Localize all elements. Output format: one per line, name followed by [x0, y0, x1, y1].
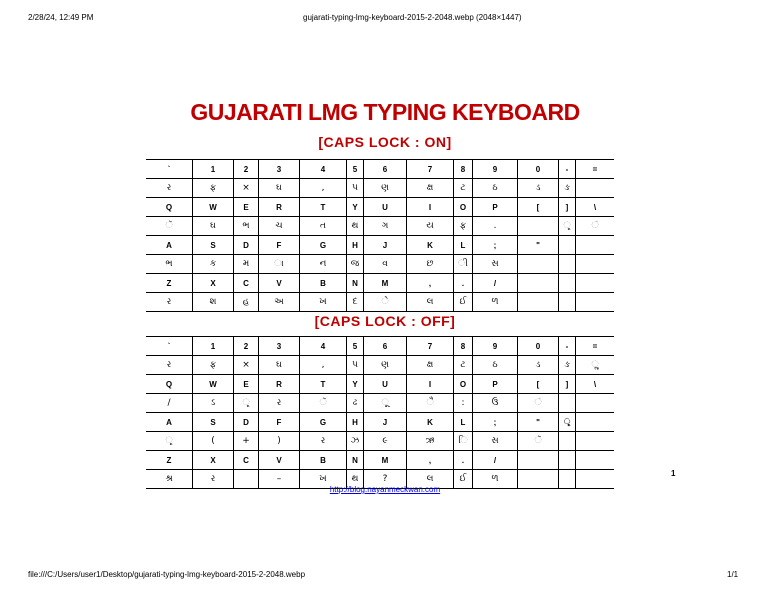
keyboard-cell: G: [300, 236, 347, 255]
keyboard-cell: 3: [259, 160, 300, 179]
keyboard-cell: [576, 293, 615, 312]
keyboard-cell: ૂ: [364, 394, 407, 413]
keyboard-cell: ૃ: [234, 394, 259, 413]
keyboard-cell: પ: [347, 356, 364, 375]
keyboard-cell: ઢ: [347, 394, 364, 413]
keyboard-cell: .: [454, 274, 473, 293]
caps-lock-on-heading: [CAPS LOCK : ON]: [318, 134, 452, 150]
keyboard-cell: ": [518, 413, 559, 432]
keyboard-cell: ૃ: [559, 217, 576, 236]
keyboard-cell: X: [193, 451, 234, 470]
keyboard-cell: ઘ: [259, 179, 300, 198]
keyboard-cell: /: [146, 394, 193, 413]
keyboard-cell: ૃ: [559, 413, 576, 432]
keyboard-cell: ન: [300, 255, 347, 274]
keyboard-cell: L: [454, 413, 473, 432]
keyboard-cell: /: [473, 274, 518, 293]
keyboard-cell: ળ: [473, 293, 518, 312]
keyboard-cell: K: [407, 236, 454, 255]
keyboard-cell: ર: [146, 356, 193, 375]
keyboard-cell: ): [259, 432, 300, 451]
keyboard-cell: 1: [193, 337, 234, 356]
keyboard-cell: ઙ: [559, 179, 576, 198]
keyboard-cell: [576, 394, 615, 413]
keyboard-cell: [559, 255, 576, 274]
keyboard-cell: A: [146, 236, 193, 255]
keyboard-row: [146, 394, 614, 413]
keyboard-cell: [559, 451, 576, 470]
keyboard-cell: =: [576, 337, 615, 356]
keyboard-cell: `: [146, 337, 193, 356]
keyboard-cell: N: [347, 451, 364, 470]
keyboard-cell: ર: [193, 470, 234, 489]
keyboard-cell: X: [193, 274, 234, 293]
keyboard-cell: [576, 432, 615, 451]
keyboard-cell: V: [259, 451, 300, 470]
keyboard-cell: ,: [407, 274, 454, 293]
keyboard-cell: ?: [364, 470, 407, 489]
keyboard-row: [146, 356, 614, 375]
keyboard-cell: \: [576, 198, 615, 217]
keyboard-cell: દ: [347, 293, 364, 312]
keyboard-cell: T: [300, 198, 347, 217]
keyboard-cell: ×: [234, 179, 259, 198]
keyboard-cell: 2: [234, 160, 259, 179]
keyboard-cell: ૢ: [576, 356, 615, 375]
keyboard-cell: [576, 274, 615, 293]
keyboard-cell: જ: [347, 255, 364, 274]
keyboard-cell: ઘ: [259, 356, 300, 375]
keyboard-cell: થ: [347, 217, 364, 236]
keyboard-cell: [559, 274, 576, 293]
keyboard-cell: P: [473, 198, 518, 217]
keyboard-cell: A: [146, 413, 193, 432]
keyboard-cell: ણ: [364, 179, 407, 198]
keyboard-cell: ફ: [454, 217, 473, 236]
keyboard-cell: સ: [473, 255, 518, 274]
keyboard-cell: D: [234, 413, 259, 432]
keyboard-cell: 6: [364, 337, 407, 356]
keyboard-cell: ,: [300, 179, 347, 198]
keyboard-cell: ર: [259, 394, 300, 413]
keyboard-cell: ;: [473, 236, 518, 255]
keyboard-row: [146, 160, 614, 179]
keyboard-cell: [518, 293, 559, 312]
keyboard-cell: હ: [234, 293, 259, 312]
keyboard-cell: C: [234, 274, 259, 293]
keyboard-cell: \: [576, 375, 615, 394]
keyboard-cell: 4: [300, 160, 347, 179]
keyboard-cell: [518, 217, 559, 236]
keyboard-cell: T: [300, 375, 347, 394]
keyboard-cell: ફ: [193, 356, 234, 375]
keyboard-cell: (: [193, 432, 234, 451]
keyboard-cell: વ: [364, 255, 407, 274]
keyboard-row: [146, 236, 614, 255]
keyboard-cell: B: [300, 274, 347, 293]
keyboard-cell: [559, 236, 576, 255]
keyboard-cell: ણ: [364, 356, 407, 375]
keyboard-cell: 5: [347, 337, 364, 356]
keyboard-cell: O: [454, 198, 473, 217]
keyboard-cell: ટ: [454, 356, 473, 375]
keyboard-cell: 0: [518, 160, 559, 179]
caps-lock-off-heading: [CAPS LOCK : OFF]: [314, 313, 456, 329]
keyboard-cell: H: [347, 236, 364, 255]
page-number: 1: [671, 469, 676, 478]
keyboard-cell: Q: [146, 375, 193, 394]
keyboard-cell: W: [193, 198, 234, 217]
print-file-path: file:///C:/Users/user1/Desktop/gujarati-typing-lmg-keyboard-2015-2-2048.webp: [28, 570, 306, 579]
keyboard-cell: N: [347, 274, 364, 293]
keyboard-cell: F: [259, 236, 300, 255]
keyboard-cell: [576, 255, 615, 274]
keyboard-cell: [559, 293, 576, 312]
keyboard-cell: P: [473, 375, 518, 394]
keyboard-cell: લ: [407, 470, 454, 489]
keyboard-cell: Y: [347, 375, 364, 394]
keyboard-cell: ઝ: [347, 432, 364, 451]
keyboard-cell: ક્ષ: [407, 179, 454, 198]
keyboard-cell: V: [259, 274, 300, 293]
caps-lock-on-keyboard-table: [146, 159, 614, 312]
keyboard-row: [146, 337, 614, 356]
keyboard-cell: ડ: [518, 179, 559, 198]
keyboard-cell: ઈ: [454, 470, 473, 489]
keyboard-cell: =: [576, 160, 615, 179]
keyboard-cell: ગ: [364, 217, 407, 236]
keyboard-row: [146, 432, 614, 451]
keyboard-cell: ર: [300, 432, 347, 451]
keyboard-cell: R: [259, 375, 300, 394]
keyboard-cell: થ: [347, 470, 364, 489]
keyboard-cell: 9: [473, 337, 518, 356]
keyboard-cell: ભ: [146, 255, 193, 274]
keyboard-cell: Z: [146, 274, 193, 293]
keyboard-cell: ;: [473, 413, 518, 432]
keyboard-cell: િ: [454, 432, 473, 451]
keyboard-cell: U: [364, 198, 407, 217]
keyboard-cell: ": [518, 236, 559, 255]
keyboard-cell: સ: [473, 432, 518, 451]
keyboard-cell: ૯: [364, 432, 407, 451]
keyboard-cell: શ: [193, 293, 234, 312]
caps-lock-off-keyboard-table: [146, 336, 614, 489]
keyboard-cell: I: [407, 375, 454, 394]
keyboard-cell: [576, 179, 615, 198]
keyboard-cell: 7: [407, 337, 454, 356]
print-datetime: 2/28/24, 12:49 PM: [28, 13, 94, 22]
keyboard-cell: ×: [234, 356, 259, 375]
keyboard-cell: [: [518, 198, 559, 217]
keyboard-cell: ઘ: [193, 217, 234, 236]
keyboard-row: [146, 198, 614, 217]
keyboard-cell: B: [300, 451, 347, 470]
keyboard-cell: 6: [364, 160, 407, 179]
keyboard-cell: છ: [407, 255, 454, 274]
keyboard-cell: શ્ર: [146, 470, 193, 489]
keyboard-cell: C: [234, 451, 259, 470]
keyboard-cell: ફ: [193, 179, 234, 198]
print-page-count: 1/1: [727, 570, 739, 579]
keyboard-cell: J: [364, 236, 407, 255]
keyboard-row: [146, 451, 614, 470]
keyboard-cell: ય: [407, 217, 454, 236]
keyboard-cell: +: [234, 432, 259, 451]
keyboard-cell: અ: [259, 293, 300, 312]
keyboard-cell: 1: [193, 160, 234, 179]
keyboard-cell: [576, 236, 615, 255]
keyboard-cell: ૅ: [146, 217, 193, 236]
keyboard-row: [146, 179, 614, 198]
keyboard-cell: ક્ષ: [407, 356, 454, 375]
keyboard-cell: .: [454, 451, 473, 470]
keyboard-cell: M: [364, 274, 407, 293]
keyboard-cell: I: [407, 198, 454, 217]
keyboard-cell: 5: [347, 160, 364, 179]
keyboard-row: [146, 375, 614, 394]
keyboard-cell: [518, 255, 559, 274]
keyboard-cell: G: [300, 413, 347, 432]
keyboard-cell: ર: [146, 293, 193, 312]
keyboard-cell: ં: [518, 394, 559, 413]
keyboard-cell: 3: [259, 337, 300, 356]
keyboard-cell: E: [234, 198, 259, 217]
keyboard-cell: ૈ: [407, 394, 454, 413]
keyboard-cell: .: [473, 217, 518, 236]
keyboard-cell: Q: [146, 198, 193, 217]
keyboard-cell: ં: [576, 217, 615, 236]
keyboard-cell: [559, 394, 576, 413]
keyboard-cell: ઠ: [473, 179, 518, 198]
keyboard-cell: O: [454, 375, 473, 394]
keyboard-cell: ]: [559, 375, 576, 394]
keyboard-cell: J: [364, 413, 407, 432]
keyboard-cell: [576, 413, 615, 432]
keyboard-cell: ઙ: [559, 356, 576, 375]
keyboard-row: [146, 293, 614, 312]
keyboard-cell: `: [146, 160, 193, 179]
keyboard-cell: K: [407, 413, 454, 432]
keyboard-cell: 8: [454, 160, 473, 179]
keyboard-cell: ત: [300, 217, 347, 236]
keyboard-cell: ટ: [454, 179, 473, 198]
keyboard-cell: –: [259, 470, 300, 489]
keyboard-cell: ચ: [259, 217, 300, 236]
keyboard-cell: L: [454, 236, 473, 255]
keyboard-cell: 8: [454, 337, 473, 356]
print-page-title: gujarati-typing-lmg-keyboard-2015-2-2048.webp (2048×1447): [303, 13, 522, 22]
keyboard-cell: ડ: [518, 356, 559, 375]
keyboard-row: [146, 255, 614, 274]
keyboard-cell: E: [234, 375, 259, 394]
blog-link[interactable]: http://blog.nayanmeckwan.com: [329, 485, 441, 494]
keyboard-cell: ૅ: [300, 394, 347, 413]
document-title: GUJARATI LMG TYPING KEYBOARD: [190, 99, 580, 125]
keyboard-cell: મ: [234, 255, 259, 274]
keyboard-cell: ક: [193, 255, 234, 274]
keyboard-cell: ળ: [473, 470, 518, 489]
keyboard-cell: ર: [146, 179, 193, 198]
keyboard-cell: 4: [300, 337, 347, 356]
keyboard-cell: ઉ: [473, 394, 518, 413]
keyboard-cell: 9: [473, 160, 518, 179]
keyboard-cell: ખ: [300, 470, 347, 489]
keyboard-cell: ઠ: [473, 356, 518, 375]
keyboard-cell: ઽ: [193, 394, 234, 413]
keyboard-document: [97, 85, 676, 500]
keyboard-row: [146, 413, 614, 432]
keyboard-cell: ઋ: [407, 432, 454, 451]
keyboard-cell: પ: [347, 179, 364, 198]
keyboard-cell: ી: [454, 255, 473, 274]
keyboard-row: [146, 217, 614, 236]
keyboard-cell: Y: [347, 198, 364, 217]
keyboard-cell: -: [559, 337, 576, 356]
keyboard-cell: ા: [259, 255, 300, 274]
keyboard-cell: [518, 451, 559, 470]
keyboard-cell: -: [559, 160, 576, 179]
keyboard-cell: /: [473, 451, 518, 470]
keyboard-cell: [576, 451, 615, 470]
keyboard-cell: W: [193, 375, 234, 394]
keyboard-cell: :: [454, 394, 473, 413]
keyboard-cell: D: [234, 236, 259, 255]
keyboard-cell: S: [193, 236, 234, 255]
keyboard-cell: ,: [300, 356, 347, 375]
keyboard-cell: ભ: [234, 217, 259, 236]
keyboard-cell: M: [364, 451, 407, 470]
keyboard-cell: [559, 432, 576, 451]
keyboard-cell: ]: [559, 198, 576, 217]
keyboard-cell: 7: [407, 160, 454, 179]
keyboard-cell: H: [347, 413, 364, 432]
keyboard-cell: 2: [234, 337, 259, 356]
keyboard-cell: Z: [146, 451, 193, 470]
keyboard-cell: લ: [407, 293, 454, 312]
keyboard-cell: ે: [364, 293, 407, 312]
keyboard-cell: ખ: [300, 293, 347, 312]
keyboard-cell: ૃ: [146, 432, 193, 451]
keyboard-cell: ,: [407, 451, 454, 470]
keyboard-cell: [518, 274, 559, 293]
keyboard-cell: S: [193, 413, 234, 432]
keyboard-row: [146, 274, 614, 293]
keyboard-cell: F: [259, 413, 300, 432]
keyboard-cell: ઈ: [454, 293, 473, 312]
keyboard-cell: R: [259, 198, 300, 217]
keyboard-cell: [: [518, 375, 559, 394]
keyboard-cell: 0: [518, 337, 559, 356]
keyboard-cell: U: [364, 375, 407, 394]
keyboard-cell: ૅ: [518, 432, 559, 451]
